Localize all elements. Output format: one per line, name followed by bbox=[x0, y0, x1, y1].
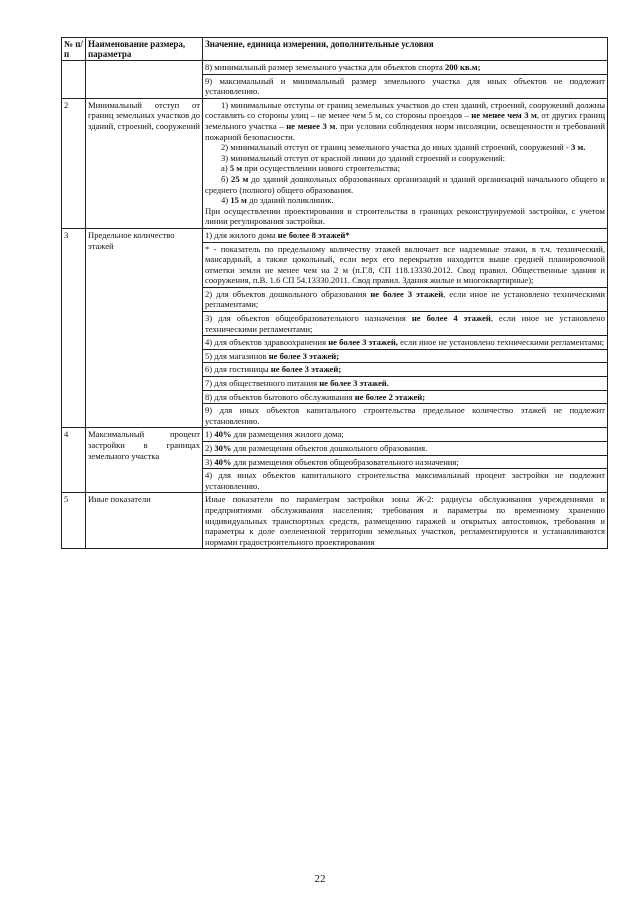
table-row bbox=[62, 428, 608, 442]
row3-item2: 2) для объектов дошкольного образования не более 3 этажей, если иное не установлено техническими регламентами; bbox=[203, 287, 608, 311]
table-row bbox=[62, 61, 608, 75]
row4-item1: 1) 40% для размещения жилого дома; bbox=[203, 428, 608, 442]
row4-item3: 3) 40% для размещения объектов общеобразовательного назначения; bbox=[203, 455, 608, 469]
parameters-table bbox=[61, 37, 608, 549]
header-value: Значение, единица измерения, дополнительные условия bbox=[203, 38, 608, 61]
table-header-row bbox=[62, 38, 608, 61]
row5-value: Иные показатели по параметрам застройки зоны Ж-2: радиусы обслуживания учреждениями и предприятиями обслуживания населения; требования и параметры по временному хранению индивидуальных транспортных средств, размещению гаражей и открытых автостоянок, требования и параметры к доле озелененной территории земельных участков, регламентируются и устанавливаются нормами градостроительного проектирования bbox=[203, 493, 608, 549]
row3-item4: 4) для объектов здравоохранения не более 3 этажей, если иное не установлено техническими регламентами; bbox=[203, 336, 608, 350]
row3-item5: 5) для магазинов не более 3 этажей; bbox=[203, 349, 608, 363]
row3-item8: 8) для объектов бытового обслуживания не более 2 этажей; bbox=[203, 390, 608, 404]
table-row bbox=[62, 493, 608, 549]
row5-name: Иные показатели bbox=[86, 493, 203, 549]
row2-name: Минимальный отступ от границ земельных участков до зданий, строений, сооружений bbox=[86, 98, 203, 228]
header-name: Наименование размера, параметра bbox=[86, 38, 203, 61]
row3-num: 3 bbox=[62, 228, 86, 428]
row4-item2: 2) 30% для размещения объектов дошкольного образования. bbox=[203, 442, 608, 456]
row3-item7: 7) для общественного питания не более 3 этажей. bbox=[203, 377, 608, 391]
row3-item6: 6) для гостиницы не более 3 этажей; bbox=[203, 363, 608, 377]
table-row bbox=[62, 228, 608, 242]
row5-num: 5 bbox=[62, 493, 86, 549]
row2-num: 2 bbox=[62, 98, 86, 228]
row3-name: Предельное количество этажей bbox=[86, 228, 203, 428]
header-num: № п/п bbox=[62, 38, 86, 61]
row3-item3: 3) для объектов общеобразовательного назначения не более 4 этажей, если иное не установлено техническими регламентами; bbox=[203, 312, 608, 336]
row3-item1: 1) для жилого дома не более 8 этажей* bbox=[203, 228, 608, 242]
table-row bbox=[62, 98, 608, 228]
row2-value: 1) минимальные отступы от границ земельных участков до стен зданий, строений, сооружений должны составлять со стороны улиц – не менее чем 5 м, со стороны проездов – не менее чем 3 м, от других границ земельного участка – не менее 3 м. при условии соблюдения норм инсоляции, освещенности и требований пожарной безопасности. 2) минимальный отступ от границ земельного участка до иных зданий строений, сооружений - 3 м. 3) минимальный отступ от красной линии до зданий строений и сооружений: а) 5 м при осуществлении нового строительства; б) 25 м до зданий дошкольных образованных организаций и зданий организаций начального общего и среднего (полного) общего образования. 4) 15 м до зданий поликлиник. При осуществлении проектирования и строительства в границах реконструируемой застройки, с учетом линии регулирования застройки. bbox=[203, 98, 608, 228]
row4-num: 4 bbox=[62, 428, 86, 493]
page-number: 22 bbox=[314, 873, 326, 885]
row1-item8: 8) минимальный размер земельного участка для объектов спорта 200 кв.м; bbox=[203, 61, 608, 75]
row4-name: Максимальный процент застройки в границах земельного участка bbox=[86, 428, 203, 493]
row1-item9: 9) максимальный и минимальный размер земельного участка для иных объектов не подлежит установлению. bbox=[203, 74, 608, 98]
row3-item9: 9) для иных объектов капитального строительства предельное количество этажей не подлежит установлению. bbox=[203, 404, 608, 428]
row3-note: * - показатель по предельному количеству этажей включает все надземные этажи, в т.ч. технический, мансардный, а также цокольный, если верх его перекрытия находится выше средней планировочной отметки земли не менее чем на 2 м (п.Г.8, СП 118.13330.2012. Свод правил. Общественные здания и сооружения, п.В. 1.6 СП 54.13330.2011. Свод правил. Здания жилые и многоквартирные); bbox=[203, 242, 608, 287]
row4-item4: 4) для иных объектов капитального строительства максимальный процент застройки не подлежит установлению. bbox=[203, 469, 608, 493]
